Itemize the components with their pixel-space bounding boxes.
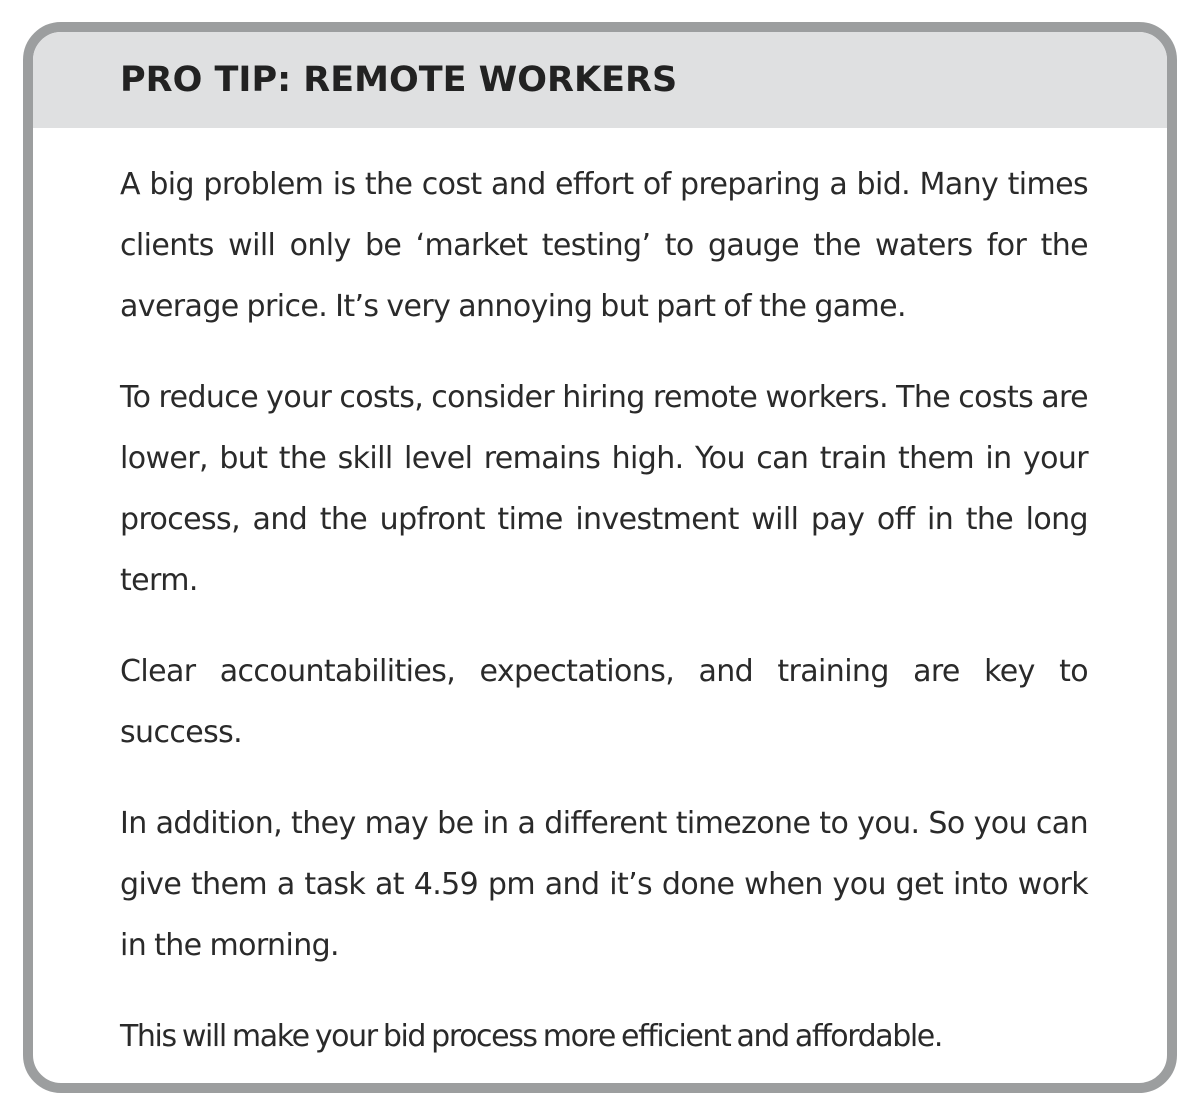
- tip-paragraph-4: In addition, they may be in a different timezone to you. So you can give them a task at 4.59 pm and it’s done when you get into work in the morning.: [120, 806, 1088, 963]
- pro-tip-box: [23, 22, 1177, 1093]
- tip-header: [33, 32, 1167, 128]
- tip-title: PRO TIP: REMOTE WORKERS: [120, 60, 678, 100]
- tip-paragraph-2: To reduce your costs, consider hiring remote workers. The costs are lower, but the skill level remains high. You can train them in your process, and the upfront time investment will pay off in the long term.: [120, 380, 1088, 598]
- tip-body: [120, 154, 1088, 1093]
- tip-paragraph-3: Clear accountabilities, expectations, and training are key to success.: [120, 654, 1088, 750]
- tip-paragraph-5: This will make your bid process more efficient and affordable.: [120, 1019, 942, 1054]
- tip-paragraph-1: A big problem is the cost and effort of preparing a bid. Many times clients will only be ‘market testing’ to gauge the waters for the average price. It’s very annoying but part of the game.: [120, 167, 1088, 324]
